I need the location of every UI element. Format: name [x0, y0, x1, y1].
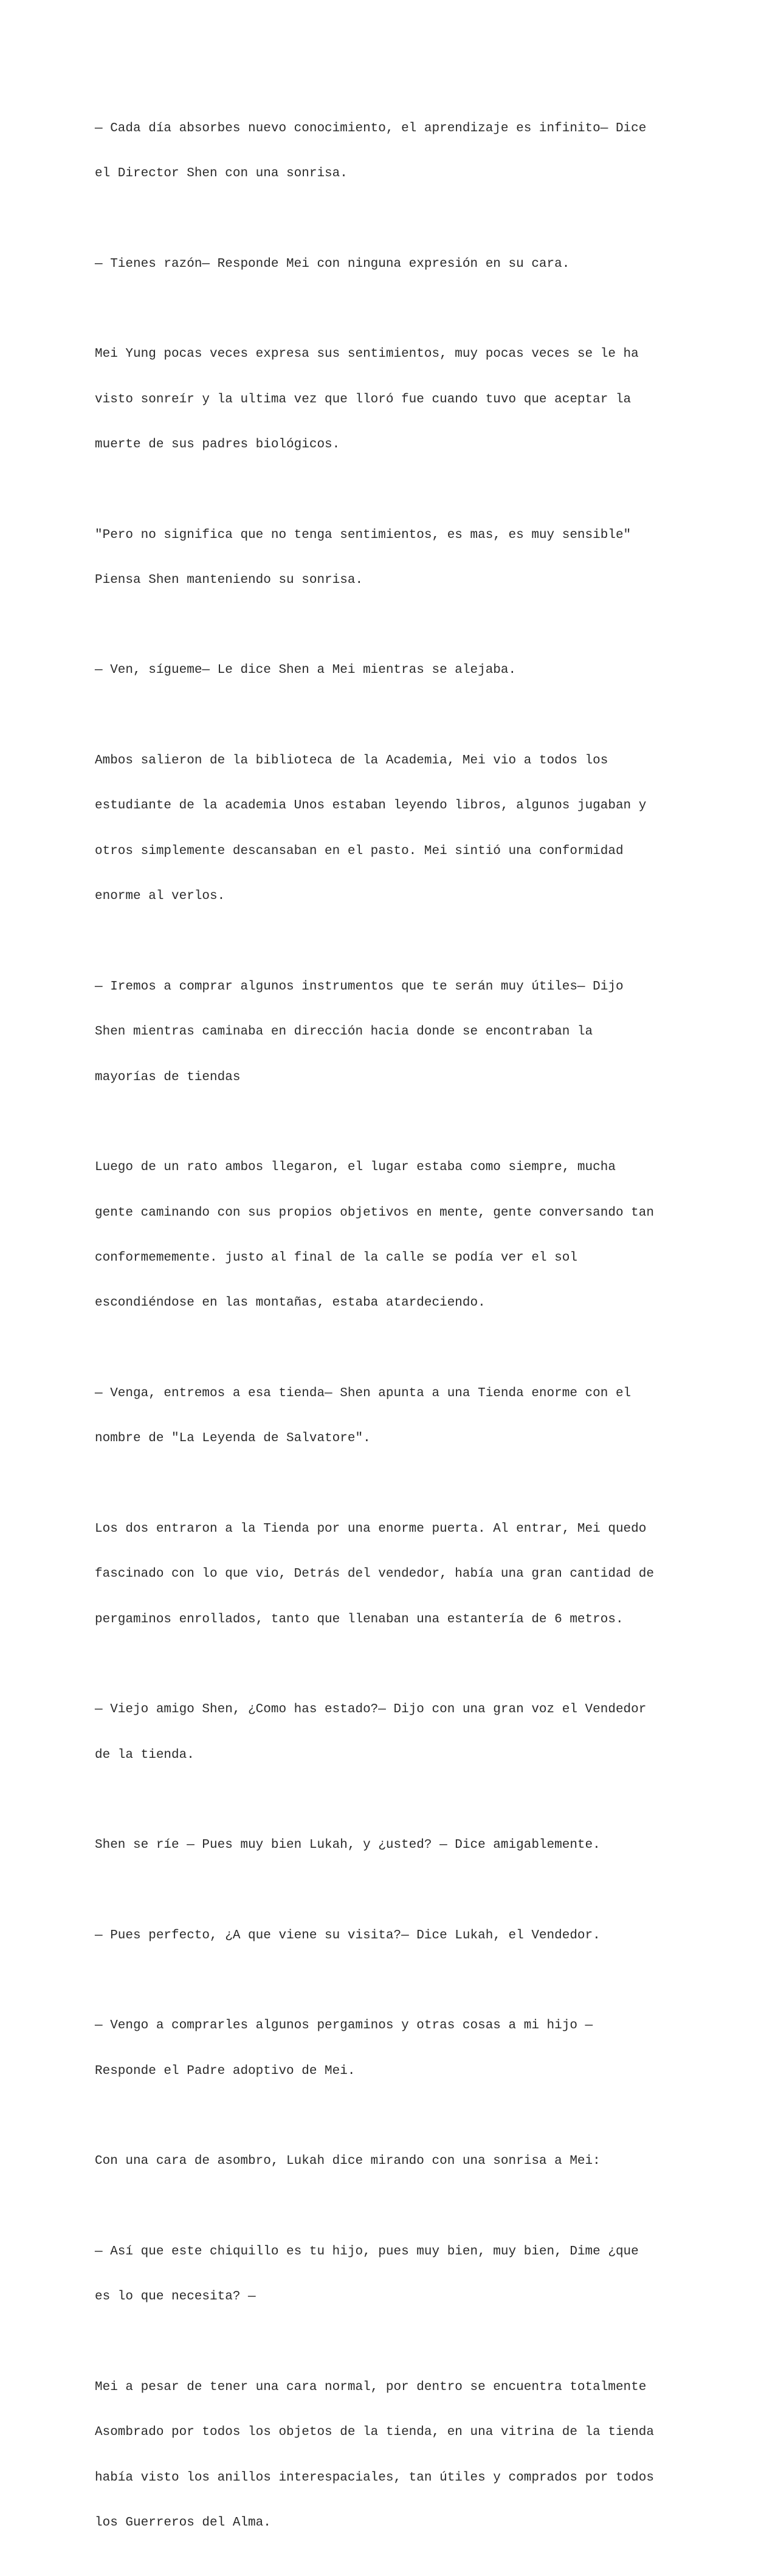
text-line: — Cada día absorbes nuevo conocimiento, el aprendizaje es infinito— Dice: [95, 121, 647, 136]
text-line: los Guerreros del Alma.: [95, 2516, 271, 2530]
paragraph-10: [95, 1492, 690, 1658]
paragraph-4: [95, 498, 690, 618]
text-line: Piensa Shen manteniendo su sonrisa.: [95, 573, 363, 587]
text-line: es lo que necesita? —: [95, 2290, 256, 2304]
text-line: — Tienes razón— Responde Mei con ninguna expresión en su cara.: [95, 257, 570, 271]
paragraph-7: [95, 949, 690, 1115]
paragraph-1: [95, 91, 690, 212]
text-line: Mei a pesar de tener una cara normal, por dentro se encuentra totalmente: [95, 2380, 647, 2394]
paragraph-17: [95, 2350, 690, 2561]
text-line: fascinado con lo que vio, Detrás del vendedor, había una gran cantidad de: [95, 1567, 654, 1582]
paragraph-3: [95, 317, 690, 483]
paragraph-16: [95, 2214, 690, 2335]
text-line: — Iremos a comprar algunos instrumentos que te serán muy útiles— Dijo: [95, 979, 624, 994]
text-line: estudiante de la academia Unos estaban leyendo libros, algunos jugaban y: [95, 799, 647, 813]
paragraph-14: [95, 1989, 690, 2109]
text-line: "Pero no significa que no tenga sentimientos, es mas, es muy sensible": [95, 528, 632, 542]
text-line: Luego de un rato ambos llegaron, el lugar estaba como siempre, mucha: [95, 1160, 616, 1175]
text-line: — Vengo a comprarles algunos pergaminos y otras cosas a mi hijo —: [95, 2019, 593, 2033]
text-line: de la tienda.: [95, 1748, 194, 1762]
paragraph-9: [95, 1356, 690, 1476]
paragraph-6: [95, 723, 690, 934]
text-line: Ambos salieron de la biblioteca de la Academia, Mei vio a todos los: [95, 754, 608, 768]
text-line: pergaminos enrollados, tanto que llenaban una estantería de 6 metros.: [95, 1612, 624, 1627]
text-line: — Así que este chiquillo es tu hijo, pues muy bien, muy bien, Dime ¿que: [95, 2244, 639, 2259]
text-line: mayorías de tiendas: [95, 1070, 241, 1084]
paragraph-11: [95, 1673, 690, 1793]
text-line: — Viejo amigo Shen, ¿Como has estado?— Dijo con una gran voz el Vendedor: [95, 1703, 647, 1717]
text-line: visto sonreír y la ultima vez que lloró fue cuando tuvo que aceptar la: [95, 392, 632, 407]
text-line: había visto los anillos interespaciales, tan útiles y comprados por todos: [95, 2470, 654, 2485]
text-line: muerte de sus padres biológicos.: [95, 437, 340, 452]
text-line: nombre de "La Leyenda de Salvatore".: [95, 1431, 371, 1446]
text-line: escondiéndose en las montañas, estaba atardeciendo.: [95, 1296, 486, 1310]
text-line: Responde el Padre adoptivo de Mei.: [95, 2064, 356, 2078]
text-line: gente caminando con sus propios objetivos en mente, gente conversando tan: [95, 1205, 654, 1220]
text-line: — Pues perfecto, ¿A que viene su visita?— Dice Lukah, el Vendedor.: [95, 1928, 601, 1943]
text-line: Shen mientras caminaba en dirección hacia donde se encontraban la: [95, 1025, 593, 1039]
text-line: — Venga, entremos a esa tienda— Shen apunta a una Tienda enorme con el: [95, 1386, 632, 1400]
text-line: — Ven, sígueme— Le dice Shen a Mei mientras se alejaba.: [95, 663, 517, 678]
text-line: enorme al verlos.: [95, 889, 225, 904]
text-line: Los dos entraron a la Tienda por una enorme puerta. Al entrar, Mei quedo: [95, 1521, 647, 1536]
text-line: Shen se ríe — Pues muy bien Lukah, y ¿usted? — Dice amigablemente.: [95, 1838, 601, 1853]
paragraph-13: [95, 1898, 690, 1974]
text-line: el Director Shen con una sonrisa.: [95, 166, 348, 181]
text-line: conformememente. justo al final de la calle se podía ver el sol: [95, 1250, 577, 1265]
paragraph-2: [95, 227, 690, 302]
paragraph-15: [95, 2124, 690, 2200]
paragraph-8: [95, 1131, 690, 1341]
document-page: [95, 91, 690, 2576]
text-line: Asombrado por todos los objetos de la tienda, en una vitrina de la tienda: [95, 2425, 654, 2440]
text-line: Con una cara de asombro, Lukah dice mirando con una sonrisa a Mei:: [95, 2154, 601, 2169]
paragraph-5: [95, 633, 690, 709]
text-line: otros simplemente descansaban en el pasto. Mei sintió una conformidad: [95, 844, 624, 858]
text-line: Mei Yung pocas veces expresa sus sentimientos, muy pocas veces se le ha: [95, 347, 639, 362]
paragraph-12: [95, 1808, 690, 1884]
